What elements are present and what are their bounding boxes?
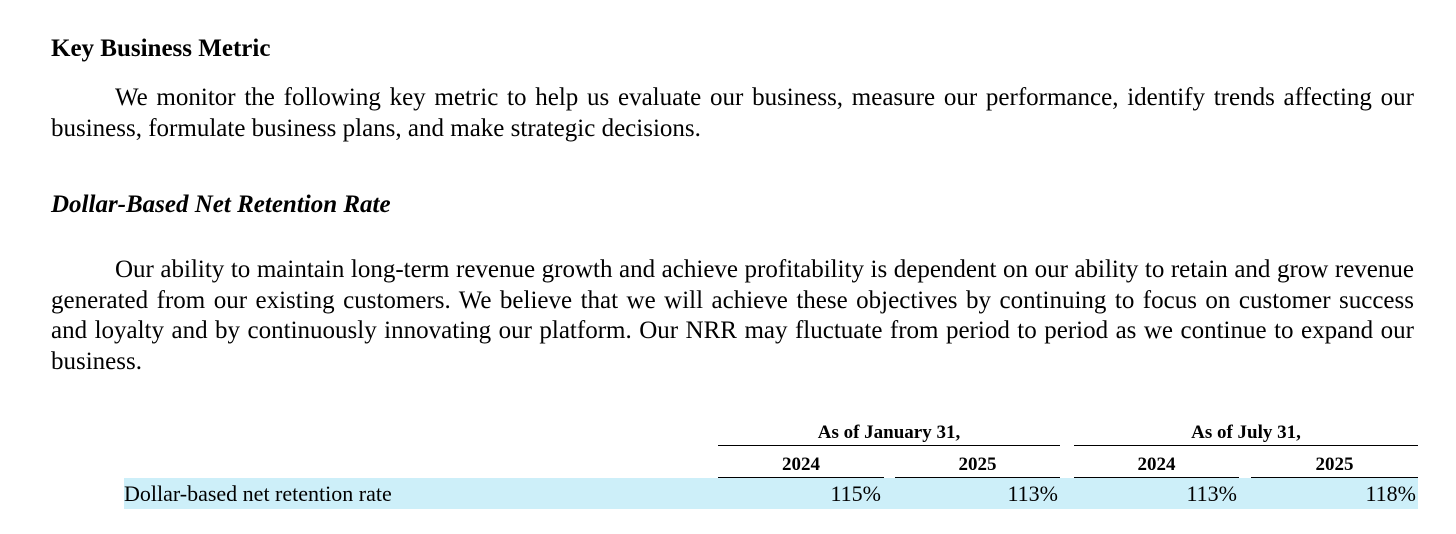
table-row-label: Dollar-based net retention rate <box>124 481 392 506</box>
year-header-jul-2024: 2024 <box>1074 452 1239 478</box>
intro-paragraph: We monitor the following key metric to help us evaluate our business, measure our performance, identify trends affecting our business, formulate business plans, and make strategic decisions. <box>51 84 1414 142</box>
year-header-jan-2024: 2024 <box>718 452 884 478</box>
nrr-paragraph: Our ability to maintain long-term revenue growth and achieve profitability is dependent on our ability to retain and grow revenue generated from our existing customers. We believe that we will achieve these objectives by continuing to focus on customer success and loyalty and by continuously innovating our platform. Our NRR may fluctuate from period to period as we continue to expand our business. <box>51 256 1414 375</box>
subsection-heading: Dollar-Based Net Retention Rate <box>51 191 391 218</box>
group-header-july: As of July 31, <box>1074 420 1418 446</box>
value-jan-2024: 115% <box>830 481 881 506</box>
value-jul-2024: 113% <box>1186 481 1237 506</box>
value-jul-2025: 118% <box>1365 481 1416 506</box>
group-header-january: As of January 31, <box>718 420 1060 446</box>
year-header-jul-2025: 2025 <box>1251 452 1418 478</box>
section-heading: Key Business Metric <box>51 35 271 62</box>
year-header-jan-2025: 2025 <box>895 452 1060 478</box>
value-jan-2025: 113% <box>1007 481 1058 506</box>
